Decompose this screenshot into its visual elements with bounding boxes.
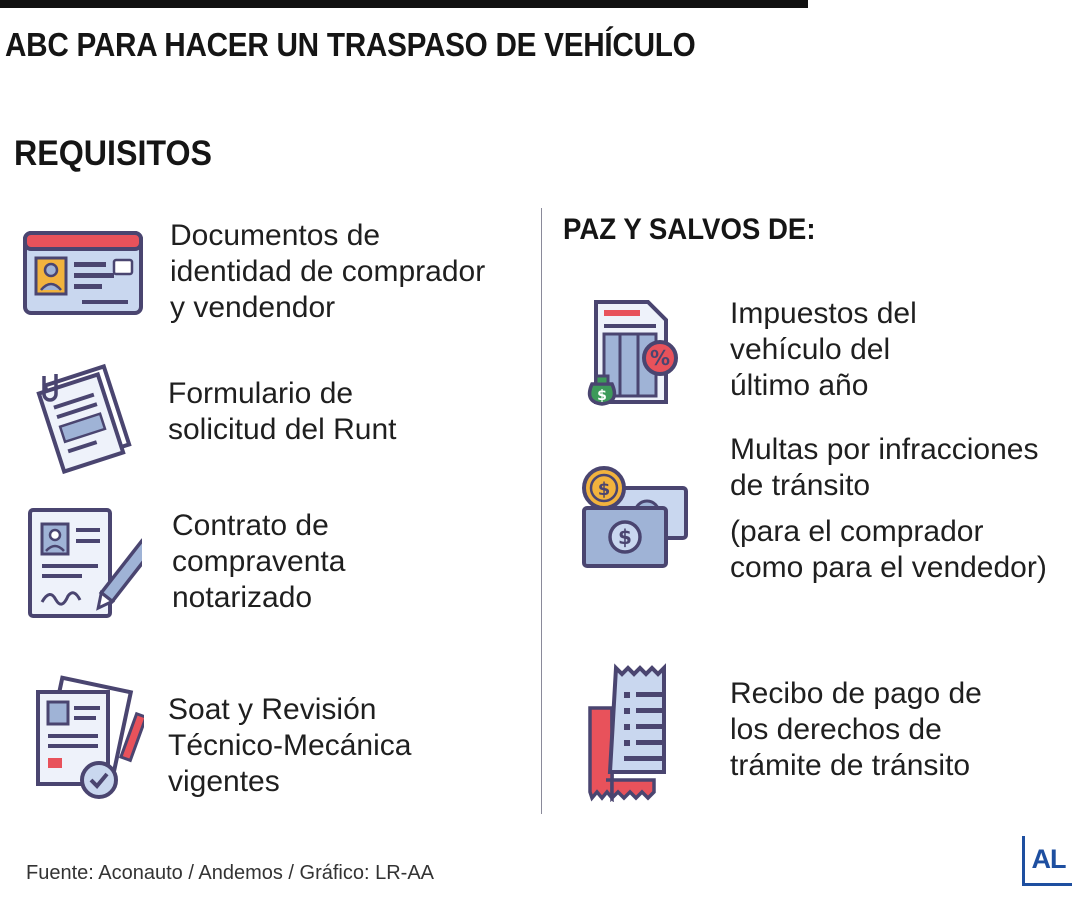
top-bar bbox=[0, 0, 808, 8]
item-line: Documentos de bbox=[170, 219, 381, 252]
tax-document-icon bbox=[582, 298, 686, 408]
requisito-item-1 bbox=[170, 218, 485, 326]
id-card-icon bbox=[22, 230, 144, 316]
item-line: trámite de tránsito bbox=[730, 749, 971, 782]
item-line: Impuestos del bbox=[730, 297, 917, 330]
item-line: vehículo del bbox=[730, 333, 891, 366]
paz-item-1 bbox=[730, 296, 917, 404]
item-line: Multas por infracciones bbox=[730, 433, 1039, 466]
item-line: y vendendor bbox=[170, 291, 336, 324]
receipt-icon bbox=[586, 662, 686, 802]
requisitos-heading: REQUISITOS bbox=[14, 134, 213, 173]
item-note-line: como para el vendedor) bbox=[730, 551, 1047, 584]
item-line: último año bbox=[730, 369, 869, 402]
requisito-item-4 bbox=[168, 692, 411, 800]
column-divider bbox=[541, 208, 542, 814]
item-line: compraventa bbox=[172, 545, 346, 578]
svg-text:%: % bbox=[649, 346, 671, 370]
item-line: vigentes bbox=[168, 765, 280, 798]
item-line: Contrato de bbox=[172, 509, 329, 542]
svg-text:$: $ bbox=[597, 479, 611, 500]
paz-item-2 bbox=[730, 432, 1047, 586]
form-documents-icon bbox=[26, 362, 138, 474]
item-note-line: (para el comprador bbox=[730, 515, 984, 548]
svg-text:$: $ bbox=[618, 525, 632, 549]
signed-contract-icon bbox=[26, 506, 142, 620]
item-line: Técnico-Mecánica bbox=[168, 729, 412, 762]
money-coins-icon bbox=[578, 462, 690, 574]
requisito-item-2 bbox=[168, 376, 396, 448]
item-line: los derechos de bbox=[730, 713, 942, 746]
publisher-logo: AL bbox=[1022, 836, 1072, 886]
item-line: identidad de comprador bbox=[170, 255, 486, 288]
paz-item-3 bbox=[730, 676, 982, 784]
item-line: notarizado bbox=[172, 581, 313, 614]
item-line: de tránsito bbox=[730, 469, 871, 502]
source-footer: Fuente: Aconauto / Andemos / Gráfico: LR-AA bbox=[26, 862, 434, 884]
page-title: ABC PARA HACER UN TRASPASO DE VEHÍCULO bbox=[5, 26, 696, 63]
item-line: Recibo de pago de bbox=[730, 677, 982, 710]
item-line: Soat y Revisión bbox=[168, 693, 377, 726]
requisito-item-3 bbox=[172, 508, 345, 616]
item-line: solicitud del Runt bbox=[168, 413, 397, 446]
svg-text:$: $ bbox=[597, 388, 607, 404]
approved-documents-icon bbox=[24, 674, 144, 804]
paz-y-salvos-heading: PAZ Y SALVOS DE: bbox=[563, 213, 816, 246]
item-line: Formulario de bbox=[168, 377, 354, 410]
